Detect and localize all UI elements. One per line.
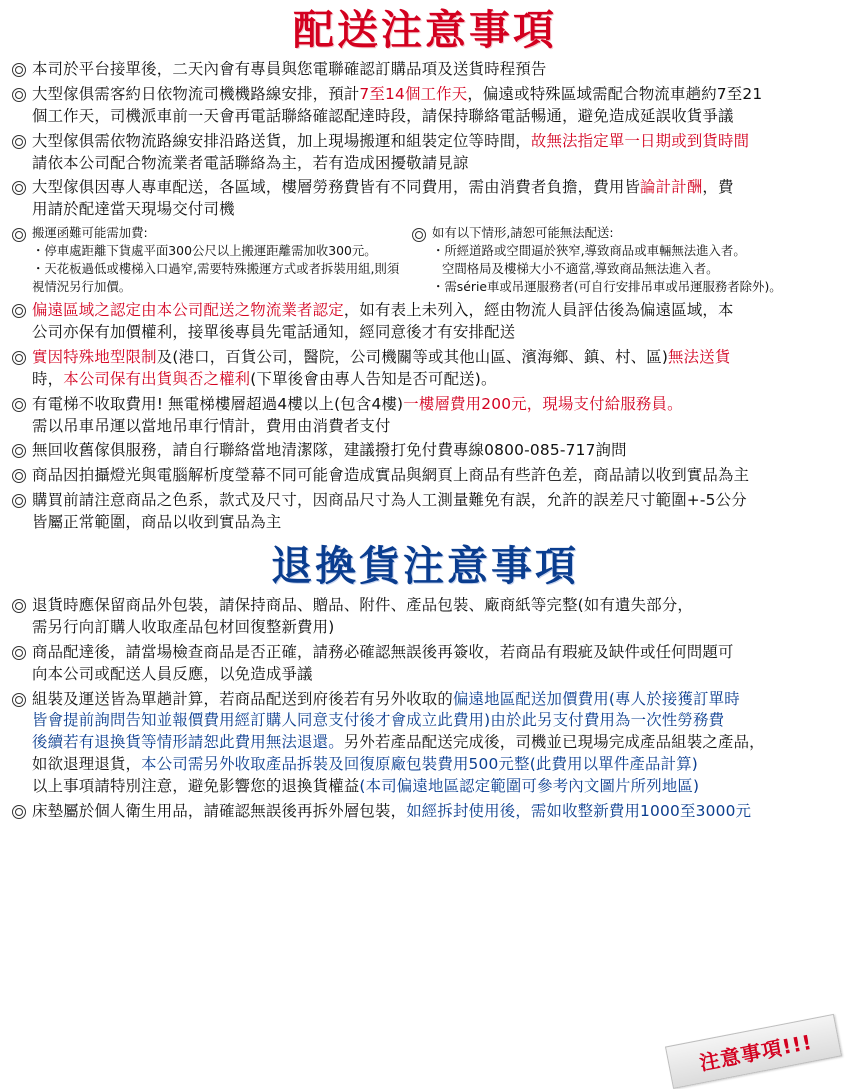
- notice-text-segment: 需另行向訂購人收取產品包材回復整新費用): [32, 617, 335, 636]
- notice-line: [32, 416, 840, 438]
- difficult-delivery-item: ・ 停車處距離下貨處平面300公尺以上搬運距離需加收300元。: [32, 242, 410, 260]
- notice-text-segment: 公司亦保有加價權利，接單後專員先電話通知，經同意後才有安排配送: [32, 323, 516, 342]
- undeliverable-item: ・ 需série車或吊運服務者(可自行安排吊車或吊運服務者除外)。: [432, 278, 782, 296]
- notice-text-segment: 購買前請注意商品之色系，款式及尺寸，因商品尺寸為人工測量難免有誤，允許的誤差尺寸範圍+-5公分: [32, 491, 747, 510]
- notice-line: [32, 300, 840, 322]
- notice-text-segment: 請依本公司配合物流業者電話聯絡為主，若有造成困擾敬請見諒: [32, 153, 469, 172]
- notice-text-segment: 向本公司或配送人員反應，以免造成爭議: [32, 664, 313, 683]
- notice-text-segment: 大型傢俱需客約日依物流司機機路線安排，預計: [32, 84, 360, 103]
- notice-line: [32, 642, 840, 664]
- notice-line: [32, 84, 840, 106]
- shipping-notice-list: [10, 59, 840, 221]
- notice-text-segment: 床墊屬於個人衛生用品，請確認無誤後再拆外層包裝，: [32, 801, 407, 820]
- notice-item: [10, 440, 840, 462]
- notice-text-segment: 大型傢俱需依物流路線安排沿路送貨，加上現場搬運和組裝定位等時間，: [32, 131, 531, 150]
- circle-bullet-icon: [10, 443, 32, 460]
- notice-text-segment: 組裝及運送皆為單趟計算，若商品配送到府後若有另外收取的: [32, 689, 453, 708]
- notice-item: [10, 394, 840, 438]
- notice-text-segment: 後續若有退換貨等情形請恕此費用無法退還。: [32, 733, 344, 752]
- notice-item: [10, 84, 840, 128]
- notice-text-segment: 7至14個工作天: [359, 84, 468, 103]
- undeliverable-item: ・ 所經道路或空間逼於狹窄,導致商品或車輛無法進入者。: [432, 242, 782, 260]
- notice-line: [32, 394, 840, 416]
- difficult-delivery-title: 搬運函難可能需加費:: [32, 225, 148, 241]
- notice-item-text: [32, 300, 840, 344]
- notice-line: [32, 465, 840, 487]
- difficult-delivery-block: [10, 224, 410, 296]
- notice-line: [32, 177, 840, 199]
- notice-text-segment: 商品配達後，請當場檢查商品是否正確，請務必確認無誤後再簽收，若商品有瑕疵及缺件或任何問題可: [32, 642, 734, 661]
- notice-item: [10, 131, 840, 175]
- notice-line: [32, 689, 840, 711]
- notice-text-segment: 商品因拍攝燈光與電腦解析度瑩幕不同可能會造成實品與網頁上商品有些許色差，商品請以收到實品為主: [32, 466, 750, 485]
- notice-item: [10, 490, 840, 534]
- notice-text-segment: 本司於平台接單後，二天內會有專員與您電聯確認訂購品項及送貨時程預告: [32, 60, 547, 79]
- notice-line: [32, 199, 840, 221]
- circle-bullet-icon: [10, 62, 32, 79]
- notice-item-text: [32, 84, 840, 128]
- notice-line: [32, 776, 840, 798]
- notice-item: [10, 595, 840, 639]
- difficult-delivery-item: ・ 天花板過低或樓梯入口過窄,需要特殊搬運方式或者拆裝用組,則須視情況另行加價。: [32, 260, 410, 296]
- shipping-notice-list-2: [10, 300, 840, 534]
- notice-line: [32, 322, 840, 344]
- notice-text-segment: 皆會提前詢問告知並報價費用經訂購人同意支付後才會成立此費用)由於此另支付費用為一次性勞務費: [32, 711, 725, 730]
- undeliverable-item: 空間格局及樓梯大小不適當,導致商品無法進入者。: [442, 261, 719, 277]
- notice-item-text: [32, 465, 840, 487]
- notice-line: [32, 801, 840, 823]
- page-title-shipping: 配送注意事項: [293, 6, 557, 54]
- difficult-delivery-text: [32, 224, 410, 296]
- notice-line: [32, 754, 840, 776]
- notice-text-segment: ，如有表上未列入，經由物流人員評估後為偏遠區域，本: [343, 301, 734, 320]
- undeliverable-block: [410, 224, 840, 296]
- notice-item-text: [32, 347, 840, 391]
- status-badge: 注意事項!!!: [665, 1014, 842, 1089]
- notice-item: [10, 347, 840, 391]
- notice-line: [32, 153, 840, 175]
- circle-bullet-icon: [10, 180, 32, 197]
- circle-bullet-icon: [10, 350, 32, 367]
- notice-item: [10, 642, 840, 686]
- notice-text-segment: (本司偏遠地區認定範圍可參考內文圖片所列地區): [359, 777, 700, 795]
- notice-text-segment: ，費: [702, 178, 734, 197]
- notice-item: [10, 465, 840, 487]
- notice-line: [32, 617, 840, 639]
- notice-item-text: [32, 689, 840, 798]
- notice-item-text: [32, 440, 840, 462]
- notice-line: [32, 369, 840, 391]
- notice-text-segment: 時，: [32, 369, 64, 388]
- notice-item-text: [32, 131, 840, 175]
- notice-line: [32, 490, 840, 512]
- notice-line: [32, 106, 840, 128]
- notice-item: [10, 801, 840, 823]
- notice-text-segment: 皆屬正常範圍，商品以收到實品為主: [32, 513, 282, 532]
- notice-item: [10, 689, 840, 798]
- notice-text-segment: ，偏遠或特殊區域需配合物流車趟約7至21: [467, 84, 763, 103]
- circle-bullet-icon: [10, 134, 32, 151]
- notice-text-segment: (下單後會由專人告知是否可配送)。: [250, 369, 497, 388]
- circle-bullet-icon: [10, 645, 32, 662]
- notice-line: [32, 59, 840, 81]
- notice-text-segment: 實因特殊地型限制: [32, 347, 157, 366]
- return-notice-list: [10, 595, 840, 823]
- notice-text-segment: 個工作天，司機派車前一天會再電話聯絡確認配達時段，請保持聯絡電話暢通，避免造成延誤收貨爭議: [32, 106, 734, 125]
- notice-item: [10, 300, 840, 344]
- undeliverable-title: 如有以下情形,請恕可能無法配送:: [432, 225, 614, 241]
- extra-fee-section: [10, 224, 840, 296]
- notice-item-text: [32, 595, 840, 639]
- circle-bullet-icon: [10, 397, 32, 414]
- notice-line: [32, 347, 840, 369]
- notice-text-segment: 故無法指定單一日期或到貨時間: [530, 131, 750, 150]
- circle-bullet-icon: [10, 804, 32, 821]
- notice-text-segment: 如經拆封使用後，需如收整新費用1000至3000元: [406, 801, 752, 820]
- notice-item-text: [32, 490, 840, 534]
- circle-bullet-icon: [10, 493, 32, 510]
- notice-line: [32, 440, 840, 462]
- notice-text-segment: 用請於配達當天現場交付司機: [32, 200, 235, 219]
- notice-item: [10, 59, 840, 81]
- notice-line: [32, 710, 840, 732]
- undeliverable-text: [432, 224, 782, 296]
- notice-item-text: [32, 177, 840, 221]
- notice-line: [32, 664, 840, 686]
- notice-text-segment: 以上事項請特別注意，避免影響您的退換貨權益: [32, 777, 360, 795]
- notice-text-segment: 大型傢俱因專人專車配送，各區域，樓層勞務費皆有不同費用，需由消費者負擔，費用皆: [32, 178, 641, 197]
- circle-bullet-icon: [10, 468, 32, 485]
- circle-bullet-icon: [410, 227, 432, 244]
- notice-item: [10, 177, 840, 221]
- notice-text-segment: 如欲退理退貨，: [32, 755, 142, 774]
- page-title-returns: 退換貨注意事項: [271, 541, 579, 590]
- notice-item-text: [32, 801, 840, 823]
- notice-text-segment: 無回收舊傢俱服務，請自行聯絡當地清潔隊，建議撥打免付費專線0800-085-717詢問: [32, 441, 627, 460]
- notice-text-segment: 偏遠地區配送加價費用(專人於接獲訂單時: [452, 689, 740, 708]
- circle-bullet-icon: [10, 598, 32, 615]
- notice-text-segment: 一樓層費用200元，現場支付給服務員。: [403, 394, 683, 413]
- notice-item-text: [32, 59, 840, 81]
- notice-text-segment: 有電梯不收取費用! 無電梯樓層超過4樓以上(包含4樓): [32, 394, 404, 413]
- circle-bullet-icon: [10, 692, 32, 709]
- notice-line: [32, 732, 840, 754]
- notice-text-segment: 本公司保有出貨與否之權利: [63, 369, 251, 388]
- notice-line: [32, 512, 840, 534]
- notice-text-segment: 另外若產品配送完成後，司機並已現場完成產品組裝之產品，: [343, 733, 765, 752]
- notice-text-segment: 及(港口，百貨公司，醫院，公司機關等或其他山區、濱海鄉、鎮、村、區): [156, 347, 669, 366]
- notice-text-segment: 本公司需另外收取產品拆裝及回復原廠包裝費用500元整(此費用以單件產品計算): [141, 755, 699, 774]
- notice-text-segment: 退貨時應保留商品外包裝，請保持商品、贈品、附件、產品包裝、廠商紙等完整(如有遺失部分，: [32, 596, 694, 614]
- notice-text-segment: 無法送貨: [668, 347, 731, 366]
- circle-bullet-icon: [10, 227, 32, 244]
- notice-text-segment: 需以吊車吊運以當地吊車行情計，費用由消費者支付: [32, 416, 391, 435]
- notice-item-text: [32, 642, 840, 686]
- circle-bullet-icon: [10, 87, 32, 104]
- notice-text-segment: 論計計酬: [640, 178, 703, 197]
- notice-line: [32, 131, 840, 153]
- notice-line: [32, 595, 840, 617]
- notice-text-segment: 偏遠區域之認定由本公司配送之物流業者認定: [32, 301, 344, 320]
- circle-bullet-icon: [10, 303, 32, 320]
- notice-item-text: [32, 394, 840, 438]
